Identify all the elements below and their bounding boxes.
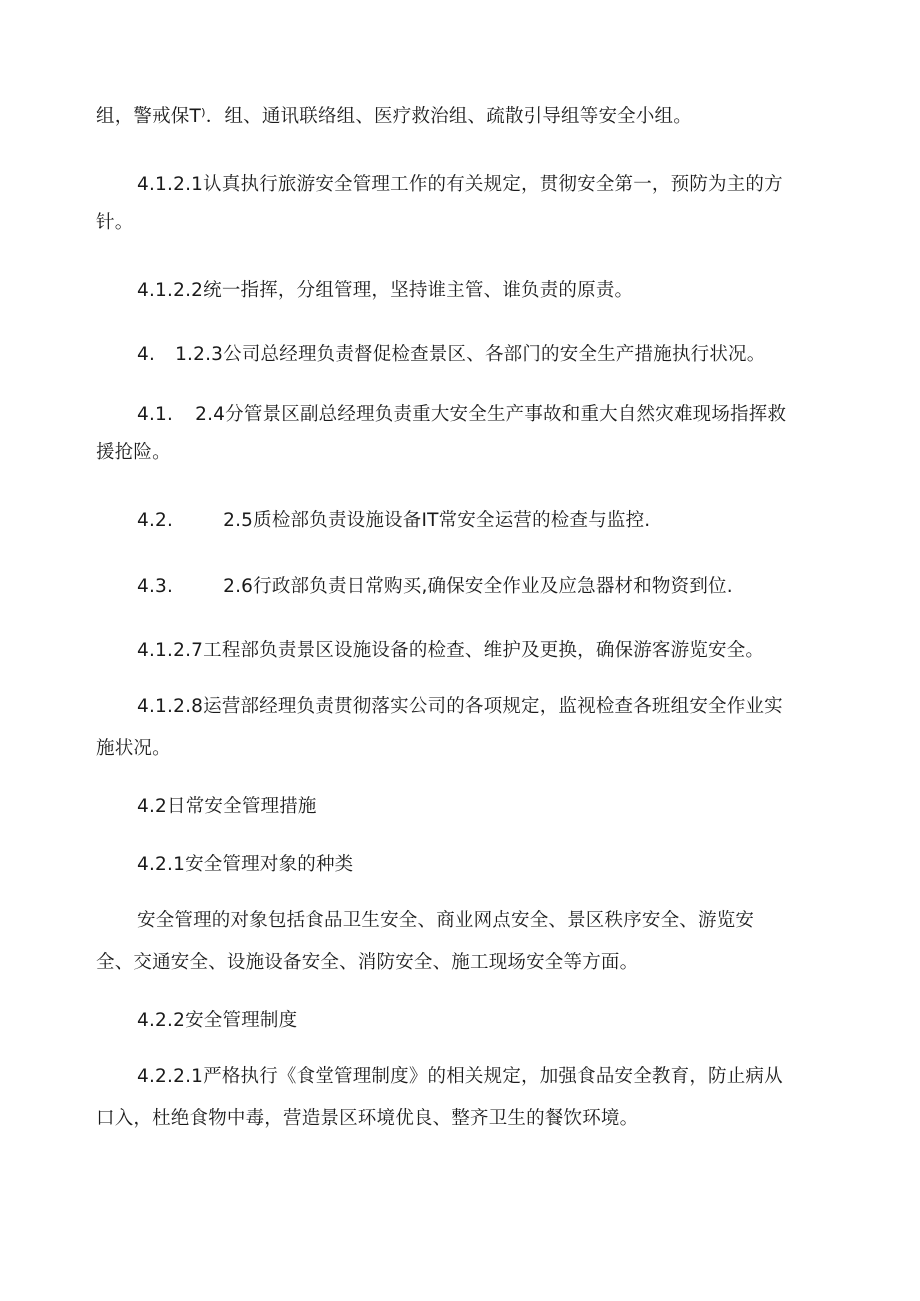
paragraph-text: 严格执行《食堂管理制度》的相关规定，加强食品安全教育，防止病从 [203,1066,783,1087]
paragraph-text: 工程部负责景区设施设备的检查、维护及更换，确保游客游览安全。 [203,640,765,661]
paragraph-line [137,638,764,664]
section-number: 4.1.2.1 [137,174,204,195]
section-number: 1.2.3 [175,344,224,365]
paragraph-line [137,508,650,534]
section-number: 4.2.2.1 [137,1066,204,1087]
paragraph-text: 运营部经理负责贯彻落实公司的各项规定，监视检查各班组安全作业实 [203,696,783,717]
paragraph-line [137,402,786,428]
paragraph-line [137,694,783,720]
paragraph-line [96,736,171,762]
paragraph-text: 安全管理的对象包括食品卫生安全、商业网点安全、景区秩序安全、游览安 [137,910,755,931]
paragraph-text: 统一指挥，分组管理，坚持谁主管、谁负责的原责。 [203,280,634,301]
section-heading [137,1008,297,1034]
section-number: 4.1.2.7 [137,640,204,661]
paragraph-text: 认真执行旅游安全管理工作的有关规定，贯彻安全第一，预防为主的方 [203,174,783,195]
paragraph-line [96,950,638,976]
paragraph-text: 质检部负责设施设备IT常安全运营的检查与监控. [253,510,651,531]
paragraph-text: 施状况。 [96,738,171,759]
paragraph-line [137,574,733,600]
paragraph-line [137,1064,783,1090]
section-number: 4.2.2 [137,1010,186,1031]
paragraph-line [96,104,692,130]
paragraph-text: 全、交通安全、设施设备安全、消防安全、施工现场安全等方面。 [96,952,639,973]
heading-text: 日常安全管理措施 [167,796,317,817]
paragraph-line [96,210,133,236]
section-number: 4.2 [137,796,168,817]
paragraph-line [96,1106,638,1132]
paragraph-text: 口入，杜绝食物中毒，营造景区环境优良、整齐卫生的餐饮环境。 [96,1108,639,1129]
section-number: 4.3. [137,576,174,597]
paragraph-text: 行政部负责日常购买,确保安全作业及应急器材和物资到位. [253,576,733,597]
section-heading [137,852,353,878]
section-number: 4.1.2.8 [137,696,204,717]
paragraph-text: 组，警戒保T⁾．组、通讯联络组、医疗救治组、疏散引导组等安全小组。 [96,106,692,127]
paragraph-text: 公司总经理负责督促检查景区、各部门的安全生产措施执行状况。 [223,344,766,365]
section-number: 2.6 [223,576,254,597]
heading-text: 安全管理制度 [185,1010,298,1031]
section-heading [137,794,317,820]
section-number: 4. [137,344,156,365]
paragraph-line [137,342,765,368]
paragraph-line [137,908,754,934]
section-number: 2.5 [223,510,254,531]
section-number: 4.2. [137,510,174,531]
paragraph-text: 针。 [96,212,134,233]
section-number: 4.1.2.2 [137,280,204,301]
paragraph-line [96,440,171,466]
section-number: 4.2.1 [137,854,186,875]
section-number: 2.4 [195,404,226,425]
heading-text: 安全管理对象的种类 [185,854,354,875]
paragraph-line [137,278,633,304]
paragraph-text: 分管景区副总经理负责重大安全生产事故和重大自然灾难现场指挥救 [225,404,787,425]
section-number: 4.1. [137,404,174,425]
paragraph-line [137,172,783,198]
paragraph-text: 援抢险。 [96,442,171,463]
